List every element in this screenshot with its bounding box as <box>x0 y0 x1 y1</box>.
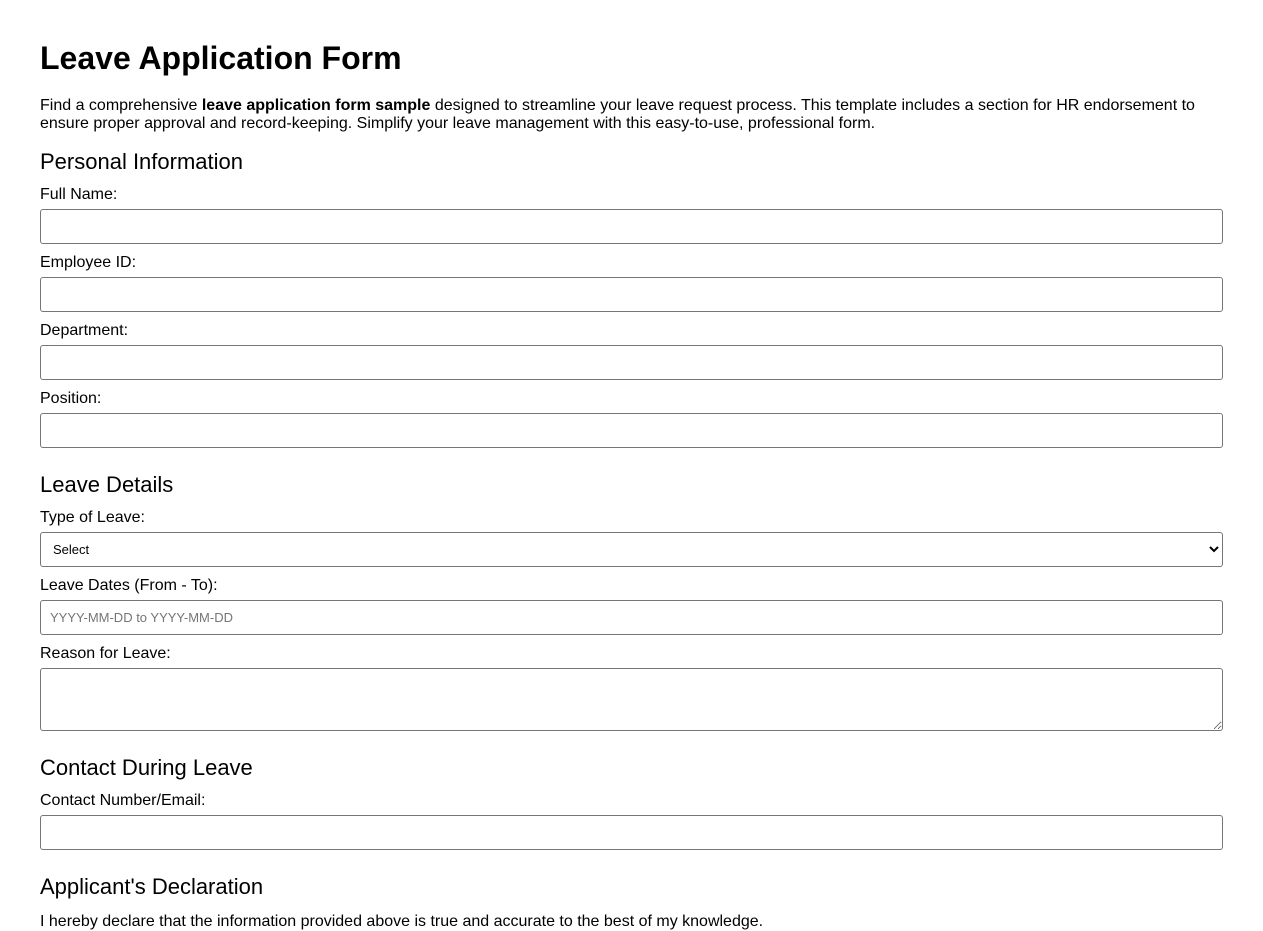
reason-textarea[interactable] <box>40 668 1223 731</box>
personal-info-heading: Personal Information <box>40 149 243 174</box>
department-input[interactable] <box>40 345 1223 380</box>
leave-type-select[interactable] <box>40 532 1223 567</box>
intro-bold: leave application form sample <box>201 97 431 114</box>
reason-label: Reason for Leave: <box>40 645 171 662</box>
leave-dates-label: Leave Dates (From - To): <box>40 577 218 594</box>
position-label: Position: <box>40 390 102 407</box>
intro-text <box>40 97 1223 133</box>
contact-heading: Contact During Leave <box>40 755 253 780</box>
position-input[interactable] <box>40 413 1223 448</box>
page-title: Leave Application Form <box>40 40 402 76</box>
leave-details-heading: Leave Details <box>40 472 174 497</box>
intro-before: Find a comprehensive <box>40 97 202 114</box>
declaration-heading: Applicant's Declaration <box>40 874 264 899</box>
department-label: Department: <box>40 322 129 339</box>
intro-after: designed to streamline your leave request process. This template includes a section for HR endorsement to ensure proper approval and record-keeping. Simplify your leave management with this easy-to-use, professional form. <box>40 97 1195 132</box>
leave-dates-input[interactable] <box>40 600 1223 635</box>
contact-input[interactable] <box>40 815 1223 850</box>
declaration-text: I hereby declare that the information provided above is true and accurate to the best of my knowledge. <box>40 913 764 930</box>
leave-type-label: Type of Leave: <box>40 509 145 526</box>
employee-id-input[interactable] <box>40 277 1223 312</box>
full-name-input[interactable] <box>40 209 1223 244</box>
employee-id-label: Employee ID: <box>40 254 137 271</box>
full-name-label: Full Name: <box>40 186 118 203</box>
contact-label: Contact Number/Email: <box>40 792 206 809</box>
